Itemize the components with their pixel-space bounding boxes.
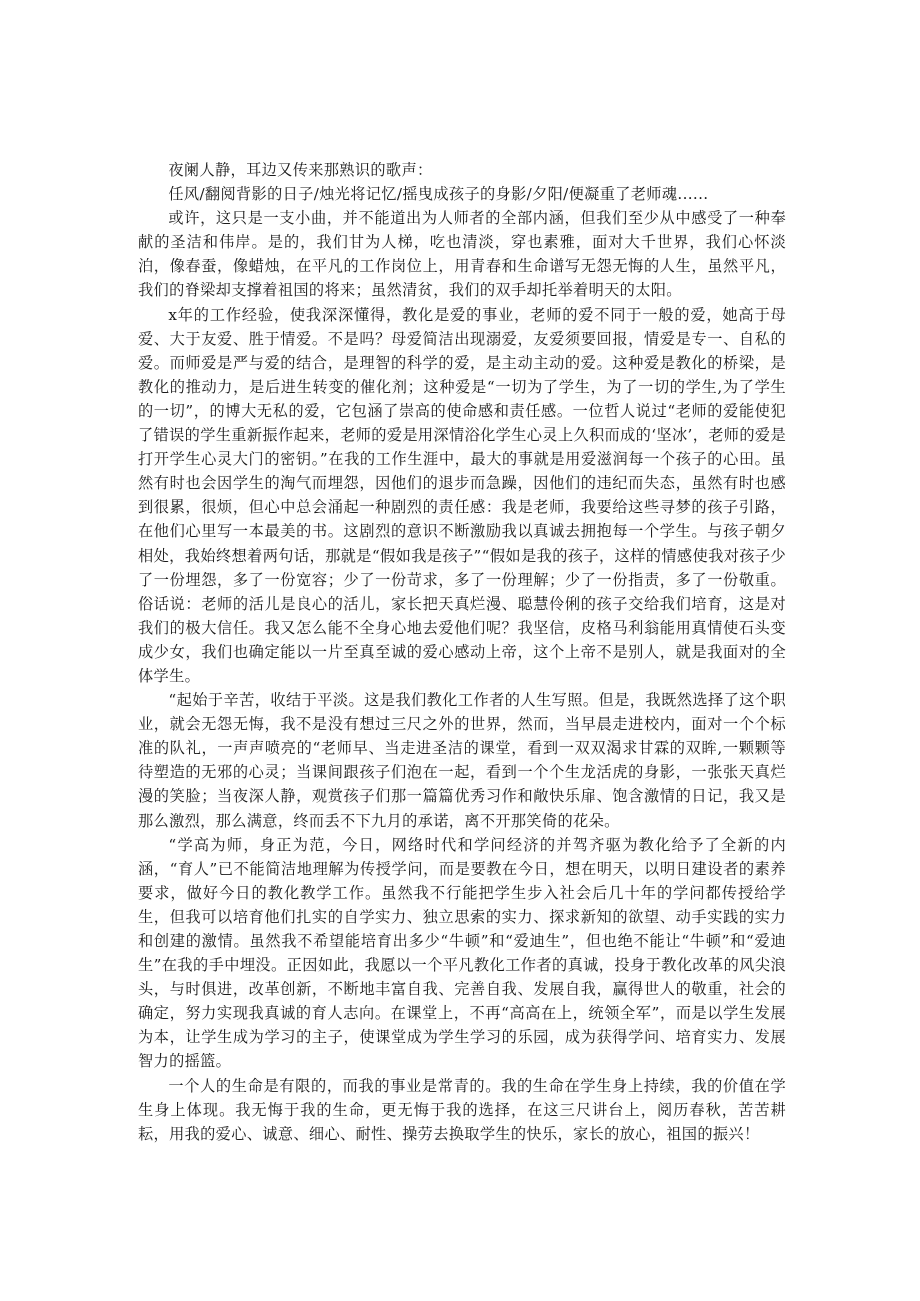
paragraph-teacher-love: x年的工作经验，使我深深懂得，教化是爱的事业，老师的爱不同于一般的爱，她高于母爱、大于友爱、胜于情爱。不是吗？母爱简洁出现溺爱，友爱须要回报，情爱是专一、自私的爱。而师爱是严与爱的结合，是理智的科学的爱，是主动主动的爱。这种爱是教化的桥梁，是教化的推动力，是后进生转变的催化剂；这种爱是“一切为了学生，为了一切的学生,为了学生的一切”，的博大无私的爱，它包涵了崇高的使命感和责任感。一位哲人说过“老师的爱能使犯了错误的学生重新振作起来，老师的爱是用深情浴化学生心灵上久积而成的‘坚冰’，老师的爱是打开学生心灵大门的密钥。”在我的工作生涯中，最大的事就是用爱滋润每一个孩子的心田。虽然有时也会因学生的淘气而埋怨，因他们的退步而急躁，因他们的违纪而失态，虽然有时也感到很累，很烦，但心中总会涌起一种剧烈的责任感：我是老师，我要给这些寻梦的孩子引路，在他们心里写一本最美的书。这剧烈的意识不断激励我以真诚去拥抱每一个学生。与孩子朝夕相处，我始终想着两句话，那就是“假如我是孩子”“假如是我的孩子，这样的情感使我对孩子少了一份埋怨，多了一份宽容；少了一份苛求，多了一份理解；少了一份指责，多了一份敬重。俗话说：老师的活儿是良心的活儿，家长把天真烂漫、聪慧伶俐的孩子交给我们培育，这是对我们的极大信任。我又怎么能不全身心地去爱他们呢？我坚信，皮格马利翁能用真情使石头变成少女，我们也确定能以一片至真至诚的爱心感动上帝，这个上帝不是别人，就是我面对的全体学生。 (138, 305, 786, 685)
paragraph-conclusion: 一个人的生命是有限的，而我的事业是常青的。我的生命在学生身上持续，我的价值在学生身上体现。我无悔于我的生命，更无悔于我的选择，在这三尺讲台上，阅历春秋，苦苦耕耘，用我的爱心、诚意、细心、耐性、操劳去换取学生的快乐，家长的放心，祖国的振兴！ (138, 1076, 786, 1143)
paragraph-education-mission: “学高为师，身正为范，今日，网络时代和学问经济的并驾齐驱为教化给予了全新的内涵，“育人”已不能简洁地理解为传授学问，而是要教在今日，想在明天，以明日建设者的素养要求，做好今日的教化教学工作。虽然我不行能把学生步入社会后几十年的学问都传授给学生，但我可以培育他们扎实的自学实力、独立思索的实力、探求新知的欲望、动手实践的实力和创建的激情。虽然我不希望能培育出多少“牛顿”和“爱迪生”，但也绝不能让“牛顿”和“爱迪生”在我的手中埋没。正因如此，我愿以一个平凡教化工作者的真诚，投身于教化改革的风尖浪头，与时俱进，改革创新，不断地丰富自我、完善自我、发展自我，赢得世人的敬重，社会的确定，努力实现我真诚的育人志向。在课堂上，不再“高高在上，统领全军”，而是以学生发展为本，让学生成为学习的主子，使课堂成为学生学习的乐园，成为获得学问、培育实力、发展智力的摇篮。 (138, 835, 786, 1071)
document-body (138, 158, 786, 1146)
paragraph-song-lyrics: 任风/翻阅背影的日子/烛光将记忆/摇曳成孩子的身影/夕阳/便凝重了老师魂...... (168, 185, 709, 204)
paragraph-dedication: 或许，这只是一支小曲，并不能道出为人师者的全部内涵，但我们至少从中感受了一种奉献的圣洁和伟岸。是的，我们甘为人梯，吃也清淡，穿也素雅，面对大千世界，我们心怀淡泊，像春蚕，像蜡烛，在平凡的工作岗位上，用青春和生命谱写无怨无悔的人生，虽然平凡，我们的脊梁却支撑着祖国的将来；虽然清贫，我们的双手却托举着明天的太阳。 (138, 209, 786, 300)
paragraph-opening-line: 夜阑人静，耳边又传来那熟识的歌声： (168, 161, 433, 179)
paragraph-no-regrets: “起始于辛苦，收结于平淡。这是我们教化工作者的人生写照。但是，我既然选择了这个职业，就会无怨无悔，我不是没有想过三尺之外的世界，然而，当早晨走进校内，面对一个个标准的队礼，一声声喷亮的“老师早、当走进圣洁的课堂，看到一双双渴求甘霖的双眸,一颗颗等待塑造的无邪的心灵；当课间跟孩子们泡在一起，看到一个个生龙活虎的身影，一张张天真烂漫的笑脸；当夜深人静，观赏孩子们那一篇篇优秀习作和敞快乐扉、饱含激情的日记，我又是那么激烈，那么满意，终而丢不下九月的承诺，离不开那笑倚的花朵。 (138, 691, 786, 830)
